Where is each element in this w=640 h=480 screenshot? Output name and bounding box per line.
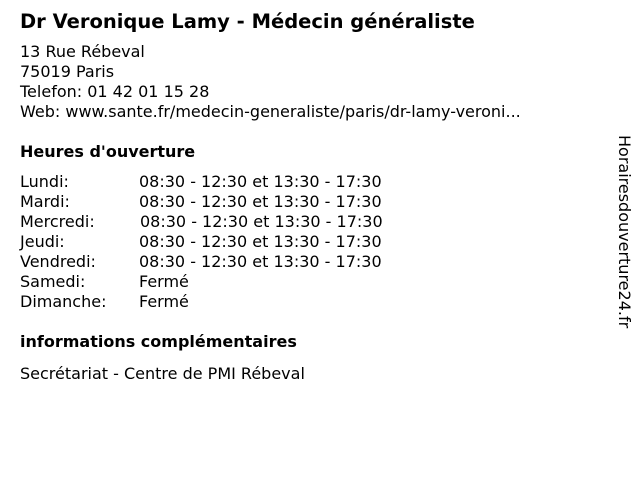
day-label: Lundi: (20, 172, 69, 191)
day-hours: 08:30 - 12:30 et 13:30 - 17:30 (139, 252, 382, 271)
hours-row-thursday (20, 232, 600, 252)
site-watermark: Horairesdouverture24.fr (615, 135, 634, 329)
website-link[interactable]: Web: www.sante.fr/medecin-generaliste/paris/dr-lamy-veroni... (20, 102, 521, 121)
hours-row-sunday (20, 292, 600, 312)
hours-row-tuesday (20, 192, 600, 212)
day-label: Vendredi: (20, 252, 96, 271)
day-hours: Fermé (139, 292, 189, 311)
page-title: Dr Veronique Lamy - Médecin généraliste (20, 10, 475, 33)
hours-row-saturday (20, 272, 600, 292)
info-text: Secrétariat - Centre de PMI Rébeval (20, 364, 305, 383)
day-label: Samedi: (20, 272, 86, 291)
day-hours: 08:30 - 12:30 et 13:30 - 17:30 (140, 212, 383, 231)
day-label: Mercredi: (20, 212, 95, 231)
info-heading: informations complémentaires (20, 332, 297, 351)
day-label: Mardi: (20, 192, 70, 211)
day-hours: 08:30 - 12:30 et 13:30 - 17:30 (139, 192, 382, 211)
hours-row-wednesday (20, 212, 600, 232)
hours-row-friday (20, 252, 600, 272)
day-label: Dimanche: (20, 292, 107, 311)
day-hours: 08:30 - 12:30 et 13:30 - 17:30 (139, 172, 382, 191)
phone-number: Telefon: 01 42 01 15 28 (20, 82, 210, 101)
hours-row-monday (20, 172, 600, 192)
street-address: 13 Rue Rébeval (20, 42, 145, 61)
hours-heading: Heures d'ouverture (20, 142, 196, 161)
day-label: Jeudi: (20, 232, 65, 251)
hours-table (20, 172, 600, 312)
day-hours: 08:30 - 12:30 et 13:30 - 17:30 (139, 232, 382, 251)
listing-card (20, 0, 600, 384)
day-hours: Fermé (139, 272, 189, 291)
city-address: 75019 Paris (20, 62, 115, 81)
address-block (20, 42, 600, 122)
